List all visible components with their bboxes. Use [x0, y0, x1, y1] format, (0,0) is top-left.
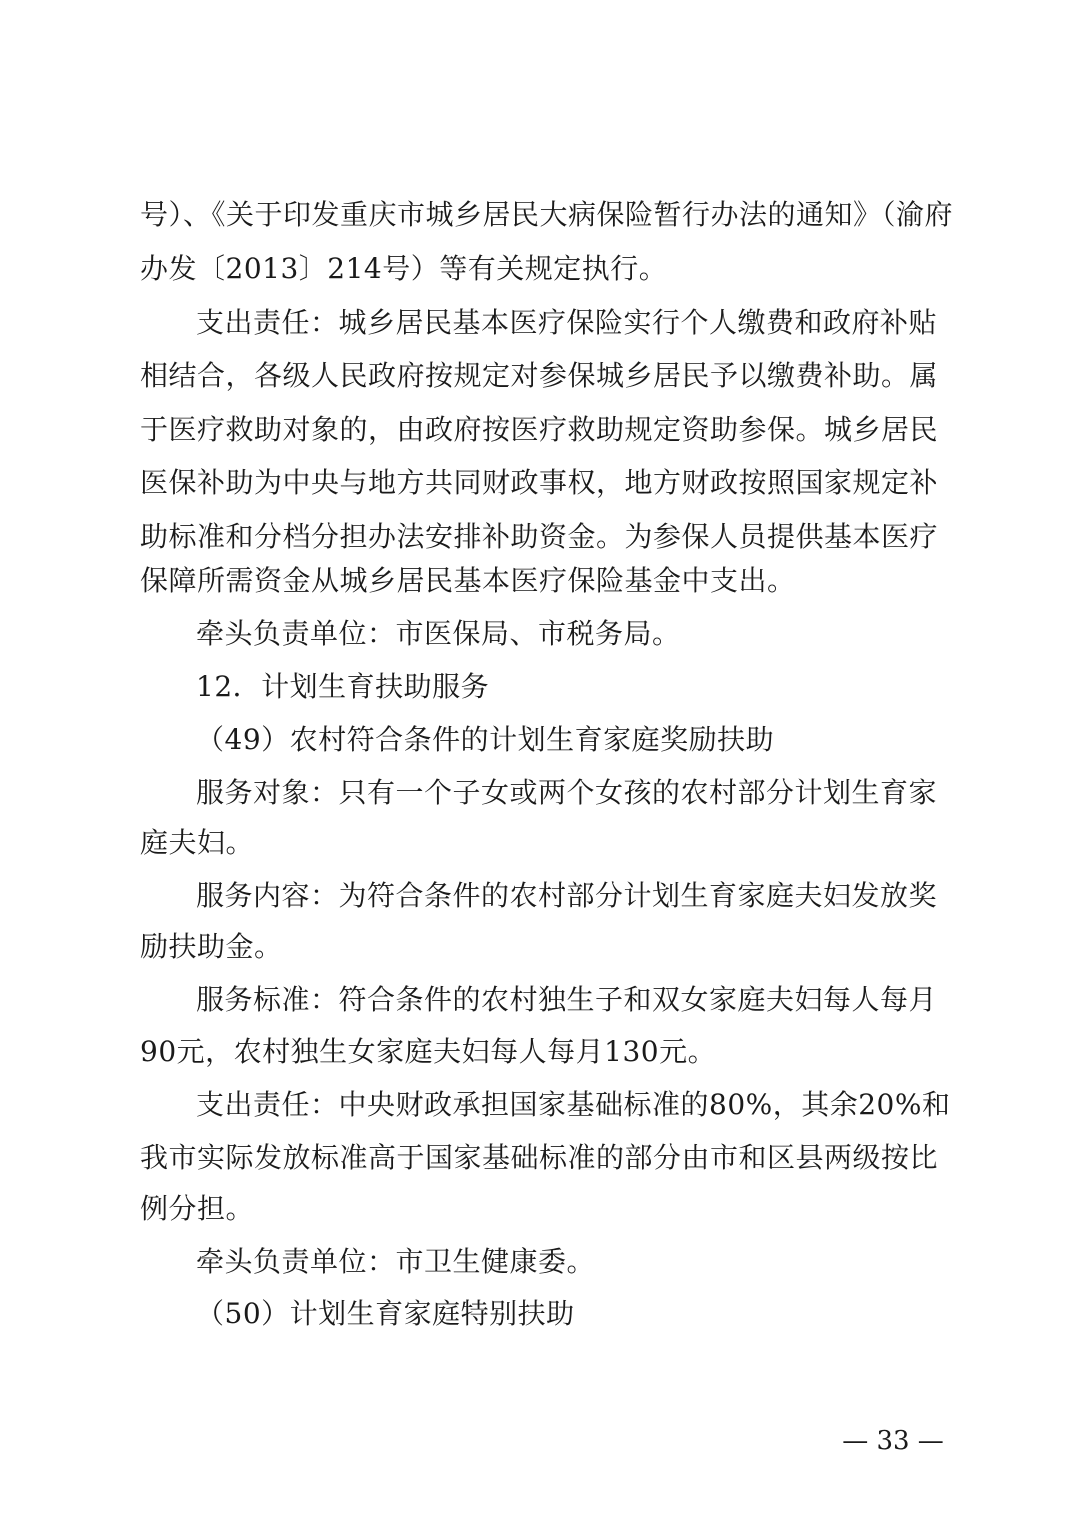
body-text-line: 庭夫妇。: [140, 826, 255, 859]
body-text-line: 保障所需资金从城乡居民基本医疗保险基金中支出。: [140, 564, 796, 597]
paragraph-first-line: 服务对象：只有一个子女或两个女孩的农村部分计划生育家: [196, 776, 938, 809]
paragraph-first-line: 支出责任：城乡居民基本医疗保险实行个人缴费和政府补贴: [196, 306, 938, 339]
body-text-line: 助标准和分档分担办法安排补助资金。为参保人员提供基本医疗: [140, 520, 939, 553]
body-text-line: 我市实际发放标准高于国家基础标准的部分由市和区县两级按比: [140, 1141, 939, 1174]
body-text-line: 医保补助为中央与地方共同财政事权，地方财政按照国家规定补: [140, 466, 939, 499]
subsection-heading: （49）农村符合条件的计划生育家庭奖励扶助: [196, 723, 775, 756]
paragraph-first-line: 服务内容：为符合条件的农村部分计划生育家庭夫妇发放奖: [196, 879, 938, 912]
body-text-line: 办发〔2013〕214号）等有关规定执行。: [140, 252, 668, 285]
subsection-heading: （50）计划生育家庭特别扶助: [196, 1297, 575, 1330]
section-heading: 12．计划生育扶助服务: [196, 670, 490, 703]
body-text-line: 例分担。: [140, 1192, 255, 1225]
lead-unit-line: 牵头负责单位：市卫生健康委。: [196, 1245, 596, 1278]
body-text-line: 励扶助金。: [140, 930, 283, 963]
body-text-line: 号）、《关于印发重庆市城乡居民大病保险暂行办法的通知》（渝府: [140, 198, 954, 231]
paragraph-first-line: 服务标准：符合条件的农村独生子和双女家庭夫妇每人每月: [196, 983, 938, 1016]
body-text-line: 相结合，各级人民政府按规定对参保城乡居民予以缴费补助。属: [140, 359, 939, 392]
paragraph-first-line: 支出责任：中央财政承担国家基础标准的80%，其余20%和: [196, 1088, 951, 1121]
page-number: — 33 —: [842, 1426, 944, 1456]
lead-unit-line: 牵头负责单位：市医保局、市税务局。: [196, 617, 681, 650]
body-text-line: 90元，农村独生女家庭夫妇每人每月130元。: [140, 1035, 717, 1068]
body-text-line: 于医疗救助对象的，由政府按医疗救助规定资助参保。城乡居民: [140, 413, 939, 446]
